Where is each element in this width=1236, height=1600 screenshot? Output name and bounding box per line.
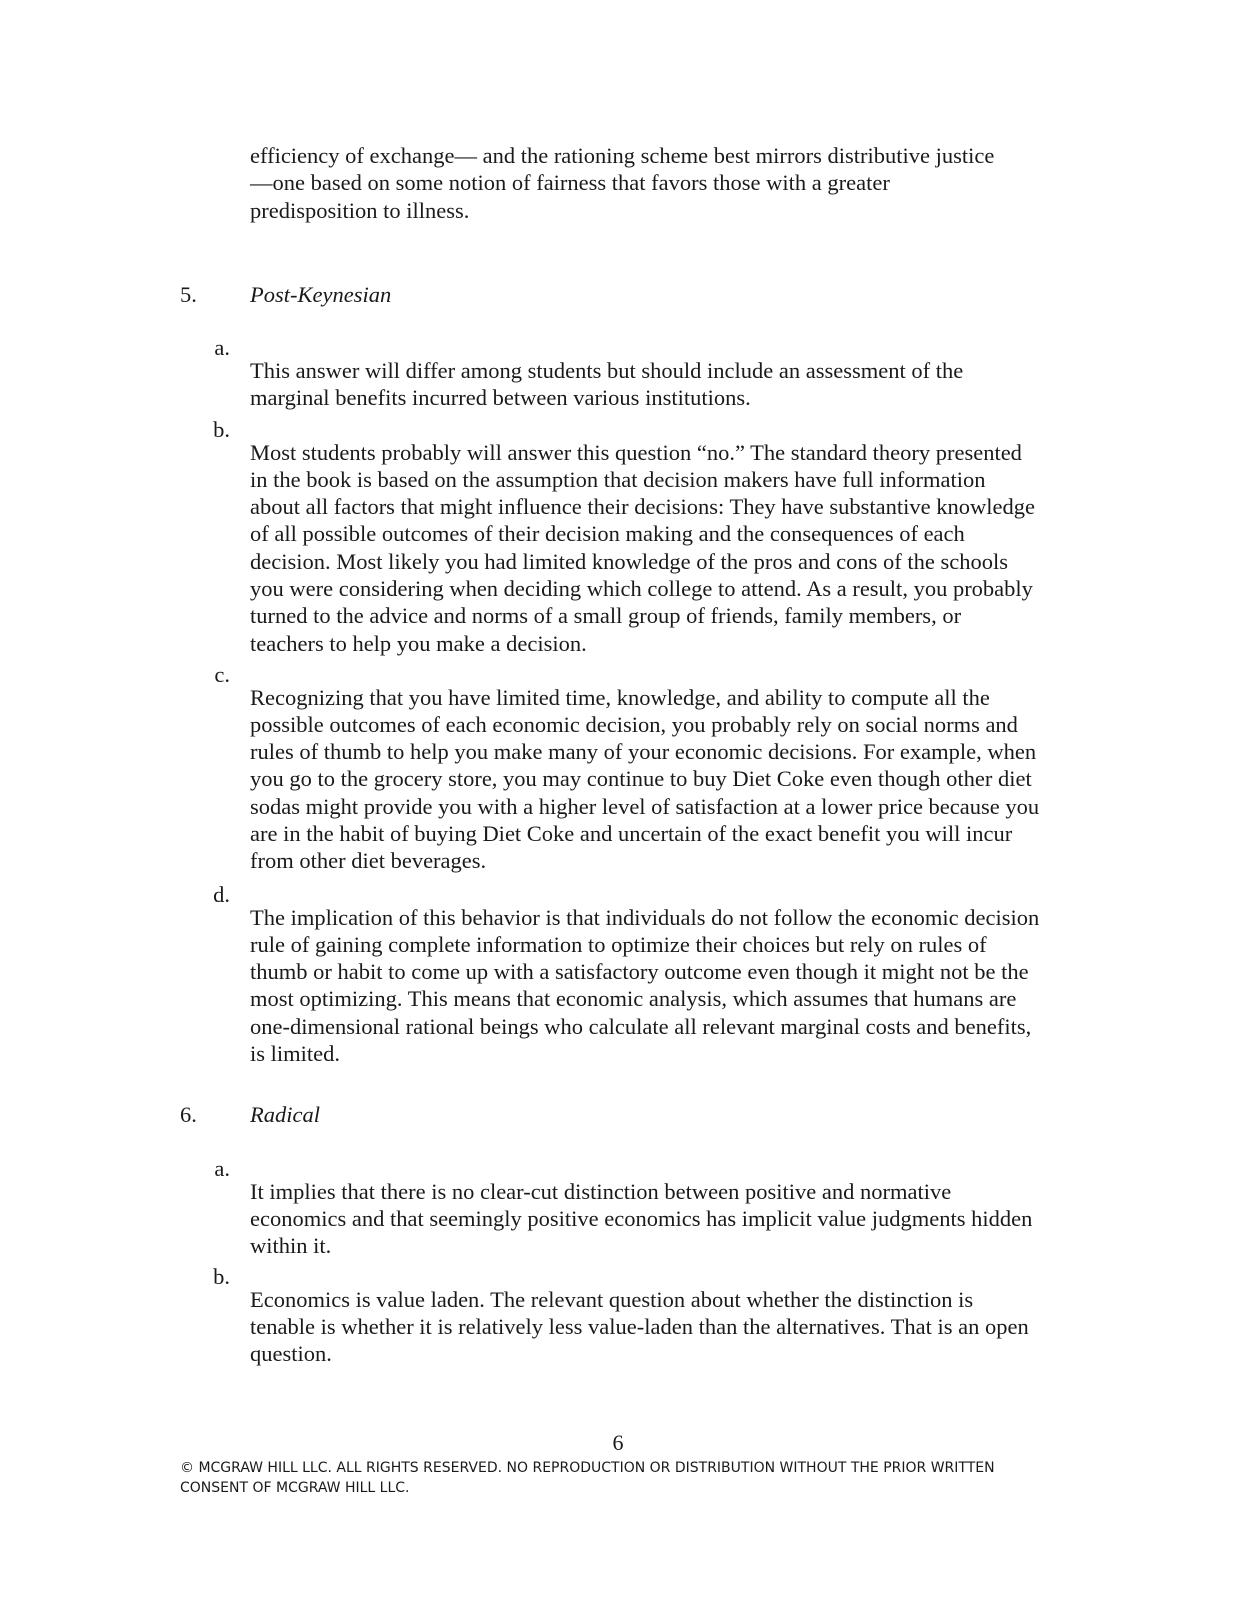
page-number: 6 <box>612 1430 624 1455</box>
item-letter: b. <box>213 417 230 442</box>
item-text: This answer will differ among students but should include an assessment of the marginal benefits incurred between various institutions. <box>250 357 964 410</box>
item-letter: d. <box>213 882 230 907</box>
item-text: Recognizing that you have limited time, knowledge, and ability to compute all the possible outcomes of each economic decision, you probably rely on social norms and rules of thumb to help you make many of your economic decisions. For example, when you go to the grocery store, you may continue to buy Diet Coke even though other diet sodas might provide you with a higher level of satisfaction at a lower price because you are in the habit of buying Diet Coke and uncertain of the exact benefit you will incur from other diet beverages. <box>250 684 1040 874</box>
section-number: 6. <box>180 1102 197 1127</box>
item-text: Economics is value laden. The relevant question about whether the distinction is tenable is whether it is relatively less value-laden than the alternatives. That is an open question. <box>250 1286 1029 1367</box>
item-text: It implies that there is no clear-cut distinction between positive and normative economics and that seemingly positive economics has implicit value judgments hidden within it. <box>250 1178 1033 1259</box>
section-number: 5. <box>180 282 197 307</box>
item-text: The implication of this behavior is that individuals do not follow the economic decision rule of gaining complete information to optimize their choices but rely on rules of thumb or habit to come up with a satisfactory outcome even though it might not be the most optimizing. This means that economic analysis, which assumes that humans are one-dimensional rational beings who calculate all relevant marginal costs and benefits, is limited. <box>250 904 1040 1066</box>
item-letter: a. <box>214 335 230 360</box>
continuation-paragraph: efficiency of exchange— and the rationing scheme best mirrors distributive justice—one based on some notion of fairness that favors those with a greater predisposition to illness. <box>250 143 995 223</box>
item-letter: c. <box>214 662 230 687</box>
section-title: Post-Keynesian <box>250 282 392 307</box>
item-letter: a. <box>214 1156 230 1181</box>
copyright-footer: © MCGRAW HILL LLC. ALL RIGHTS RESERVED. NO REPRODUCTION OR DISTRIBUTION WITHOUT THE PRIOR WRITTEN CONSENT OF MCGRAW HILL LLC. <box>180 1460 995 1496</box>
item-text: Most students probably will answer this question “no.” The standard theory presented in the book is based on the assumption that decision makers have full information about all factors that might influence their decisions: They have substantive knowledge of all possible outcomes of their decision making and the consequences of each decision. Most likely you had limited knowledge of the pros and cons of the schools you were considering when deciding which college to attend. As a result, you probably turned to the advice and norms of a small group of friends, family members, or teachers to help you make a decision. <box>250 439 1035 656</box>
item-letter: b. <box>213 1264 230 1289</box>
section-title: Radical <box>250 1102 320 1127</box>
